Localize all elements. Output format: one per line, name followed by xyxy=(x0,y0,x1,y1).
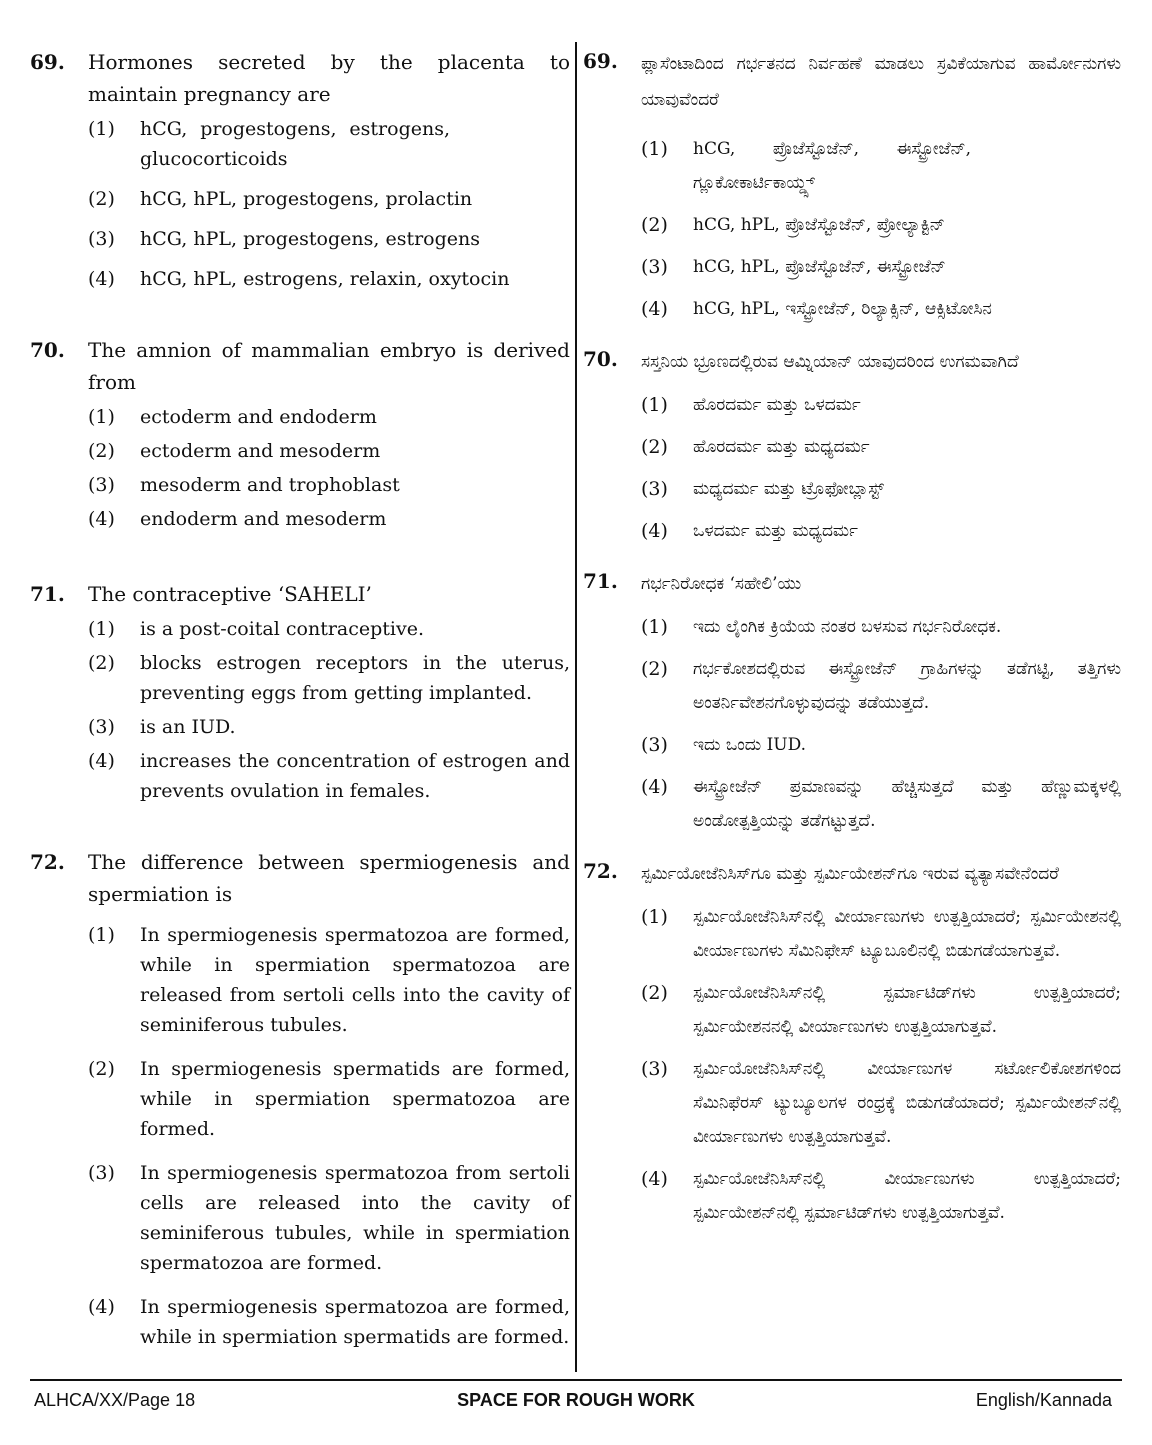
option-number: (1) xyxy=(88,924,115,946)
option-number: (2) xyxy=(641,436,668,458)
option-text: ಇದು ಲೈಂಗಿಕ ಕ್ರಿಯೆಯ ನಂತರ ಬಳಸುವ ಗರ್ಭನಿರೋಧಕ. xyxy=(693,617,1002,637)
option-4 xyxy=(641,514,1121,548)
question-number: 70. xyxy=(583,347,618,371)
question-text: Hormones secreted by the placenta to maintain pregnancy are xyxy=(88,50,570,106)
option-number: (2) xyxy=(88,1058,115,1080)
option-number: (2) xyxy=(641,658,668,680)
option-number: (1) xyxy=(88,118,115,140)
question-number: 69. xyxy=(583,49,618,73)
option-4 xyxy=(88,1292,570,1352)
option-number: (4) xyxy=(641,1168,668,1190)
option-4 xyxy=(88,504,570,534)
option-4 xyxy=(641,292,1121,326)
option-text: ectoderm and endoderm xyxy=(140,406,377,428)
question-70-kn xyxy=(583,344,1121,548)
option-number: (1) xyxy=(88,406,115,428)
option-number: (3) xyxy=(641,478,668,500)
question-text: The difference between spermiogenesis and spermiation is xyxy=(88,850,570,906)
option-number: (3) xyxy=(641,256,668,278)
option-text: hCG, hPL, ಪ್ರೊಜೆಸ್ಟೊಜೆನ್, ಪ್ರೋಲ್ಯಾಕ್ಟಿನ್ xyxy=(693,215,945,235)
option-1 xyxy=(641,388,1121,422)
option-text: ಮಧ್ಯದರ್ಮ ಮತ್ತು ಟ್ರೊಫೋಬ್ಲಾಸ್ಟ್ xyxy=(693,479,884,499)
option-number: (3) xyxy=(88,228,115,250)
option-2 xyxy=(88,1054,570,1144)
option-text: In spermiogenesis spermatozoa from sertoli cells are released into the cavity of seminiferous tubules, while in spermiation spermatozoa are formed. xyxy=(140,1162,570,1274)
option-text: hCG, ಪ್ರೊಜೆಸ್ಟೊಜೆನ್, ಈಸ್ಟ್ರೋಜೆನ್, ಗ್ಲೂಕೋಕಾರ್ಟಿಕಾಯ್ಡ್ಸ್ xyxy=(693,139,971,193)
option-2 xyxy=(641,208,1121,242)
option-number: (3) xyxy=(641,734,668,756)
option-2 xyxy=(88,184,570,214)
question-number: 71. xyxy=(583,569,618,593)
option-text: ectoderm and mesoderm xyxy=(140,440,381,462)
option-text: ಗರ್ಭಕೋಶದಲ್ಲಿರುವ ಈಸ್ಟ್ರೋಜೆನ್ ಗ್ರಾಹಿಗಳನ್ನು ತಡೆಗಟ್ಟಿ, ತತ್ತಿಗಳು ಅಂತರ್ನಿವೇಶನಗೊಳ್ಳುವುದನ್ನು ತಡೆಯುತ್ತದೆ. xyxy=(693,659,1121,713)
option-text: mesoderm and trophoblast xyxy=(140,474,400,496)
option-text: ಹೊರದರ್ಮ ಮತ್ತು ಮಧ್ಯದರ್ಮ xyxy=(693,437,870,457)
option-number: (1) xyxy=(641,394,668,416)
option-1 xyxy=(641,132,1121,200)
option-text: blocks estrogen receptors in the uterus, preventing eggs from getting implanted. xyxy=(140,652,570,704)
option-number: (3) xyxy=(88,1162,115,1184)
option-text: ಹೊರದರ್ಮ ಮತ್ತು ಒಳದರ್ಮ xyxy=(693,395,861,415)
column-divider xyxy=(575,42,577,1372)
option-number: (1) xyxy=(88,618,115,640)
footer-rule xyxy=(30,1379,1122,1381)
option-2 xyxy=(88,648,570,708)
option-text: ಒಳದರ್ಮ ಮತ್ತು ಮಧ್ಯದರ್ಮ xyxy=(693,521,858,541)
kannada-column xyxy=(583,46,1121,1260)
option-4 xyxy=(88,746,570,806)
question-text: ಗರ್ಭನಿರೋಧಕ ‘ಸಹೇಲಿ’ಯು xyxy=(641,574,802,594)
option-text: ಈಸ್ಟ್ರೋಜೆನ್ ಪ್ರಮಾಣವನ್ನು ಹೆಚ್ಚಿಸುತ್ತದೆ ಮತ್ತು ಹೆಣ್ಣುಮಕ್ಕಳಲ್ಲಿ ಅಂಡೋತ್ಪತ್ತಿಯನ್ನು ತಡೆಗಟ್ಟುತ್ತದೆ. xyxy=(693,777,1121,831)
option-2 xyxy=(641,652,1121,720)
option-number: (2) xyxy=(641,982,668,1004)
option-number: (2) xyxy=(641,214,668,236)
question-number: 71. xyxy=(30,582,65,606)
option-number: (4) xyxy=(88,1296,115,1318)
page-code: ALHCA/XX/Page 18 xyxy=(34,1390,196,1410)
option-text: hCG, hPL, ಪ್ರೊಜೆಸ್ಟೊಜೆನ್, ಈಸ್ಟ್ರೋಜೆನ್ xyxy=(693,257,946,277)
option-text: ಸ್ಪರ್ಮಿಯೋಜೆನಿಸಿಸ್‌ನಲ್ಲಿ ವೀರ್ಯಾಣುಗಳು ಉತ್ಪತ್ತಿಯಾದರೆ; ಸ್ಪರ್ಮಿಯೇಶನಲ್ಲಿ ವೀರ್ಯಾಣುಗಳು ಸೆಮಿನಿಫೇಸ್ ಟ್ಯೂಬೂಲಿನಲ್ಲಿ ಬಿಡುಗಡೆಯಾಗುತ್ತವೆ. xyxy=(693,907,1121,961)
question-number: 70. xyxy=(30,338,65,362)
page-footer xyxy=(30,1390,1112,1416)
option-3 xyxy=(88,224,570,254)
option-1 xyxy=(641,900,1121,968)
question-72-kn xyxy=(583,856,1121,1230)
question-text: The amnion of mammalian embryo is derived from xyxy=(88,338,570,394)
option-number: (1) xyxy=(641,616,668,638)
option-4 xyxy=(641,1162,1121,1230)
option-1 xyxy=(88,614,570,644)
option-text: In spermiogenesis spermatozoa are formed, while in spermiation spermatozoa are released from sertoli cells into the cavity of seminiferous tubules. xyxy=(140,924,570,1036)
option-number: (3) xyxy=(641,1058,668,1080)
option-1 xyxy=(88,402,570,432)
option-3 xyxy=(88,1158,570,1278)
question-number: 72. xyxy=(583,859,618,883)
option-number: (1) xyxy=(641,906,668,928)
option-3 xyxy=(88,470,570,500)
option-4 xyxy=(641,770,1121,838)
option-number: (4) xyxy=(88,750,115,772)
option-text: ಸ್ಪರ್ಮಿಯೋಜೆನಿಸಿಸ್‌ನಲ್ಲಿ ಸ್ಪರ್ಮಾಟಿಡ್‌ಗಳು ಉತ್ಪತ್ತಿಯಾದರೆ; ಸ್ಪರ್ಮಿಯೇಶನನಲ್ಲಿ ವೀರ್ಯಾಣುಗಳು ಉತ್ಪತ್ತಿಯಾಗುತ್ತವೆ. xyxy=(693,983,1121,1037)
question-text: ಸಸ್ತನಿಯ ಭ್ರೂಣದಲ್ಲಿರುವ ಆಮ್ನಿಯಾನ್ ಯಾವುದರಿಂದ ಉಗಮವಾಗಿದೆ xyxy=(641,352,1019,372)
option-number: (2) xyxy=(88,652,115,674)
option-text: ಸ್ಪರ್ಮಿಯೋಜೆನಿಸಿಸ್‌ನಲ್ಲಿ ವೀರ್ಯಾಣುಗಳ ಸರ್ಟೋಲಿಕೋಶಗಳಿಂದ ಸೆಮಿನಿಫೆರಸ್ ಟ್ಯುಬ್ಯೂಲಗಳ ರಂಧ್ರಕ್ಕೆ ಬಿಡುಗಡೆಯಾದರೆ; ಸ್ಪರ್ಮಿಯೇಶನ್‌ನಲ್ಲಿ ವೀರ್ಯಾಣುಗಳು ಉತ್ಪತ್ತಿಯಾಗುತ್ತವೆ. xyxy=(693,1059,1121,1147)
question-71-kn xyxy=(583,566,1121,838)
option-text: hCG, hPL, estrogens, relaxin, oxytocin xyxy=(140,268,510,290)
option-text: hCG, hPL, progestogens, estrogens xyxy=(140,228,481,250)
option-4 xyxy=(88,264,570,294)
option-text: endoderm and mesoderm xyxy=(140,508,387,530)
option-1 xyxy=(88,114,570,174)
option-number: (4) xyxy=(88,508,115,530)
option-text: hCG, hPL, progestogens, prolactin xyxy=(140,188,473,210)
question-text: ಸ್ಪರ್ಮಿಯೋಜೆನಿಸಿಸ್‌ಗೂ ಮತ್ತು ಸ್ಪರ್ಮಿಯೇಶನ್‌ಗೂ ಇರುವ ವ್ಯತ್ಯಾಸವೇನೆಂದರೆ xyxy=(641,864,1059,884)
question-text: ಪ್ಲಾಸೆಂಟಾದಿಂದ ಗರ್ಭತನದ ನಿರ್ವಹಣೆ ಮಾಡಲು ಸ್ರವಿಕೆಯಾಗುವ ಹಾರ್ಮೋನುಗಳು ಯಾವುವೆಂದರೆ xyxy=(641,54,1121,110)
option-number: (3) xyxy=(88,716,115,738)
option-text: ಸ್ಪರ್ಮಿಯೋಜೆನಿಸಿಸ್‌ನಲ್ಲಿ ವೀರ್ಯಾಣುಗಳು ಉತ್ಪತ್ತಿಯಾದರೆ; ಸ್ಪರ್ಮಿಯೇಶನ್‌ನಲ್ಲಿ ಸ್ಪರ್ಮಾಟಿಡ್‌ಗಳು ಉತ್ಪತ್ತಿಯಾಗುತ್ತವೆ. xyxy=(693,1169,1121,1223)
question-72-en xyxy=(30,846,570,1352)
option-text: is an IUD. xyxy=(140,716,236,738)
question-69-en xyxy=(30,46,570,294)
question-text: The contraceptive ‘SAHELI’ xyxy=(88,582,372,606)
option-3 xyxy=(641,250,1121,284)
option-text: hCG, hPL, ಇಸ್ಟ್ರೋಜೆನ್, ರಿಲ್ಯಾಕ್ಸಿನ್, ಆಕ್ಸಿಟೋಸಿನ xyxy=(693,299,992,319)
option-text: In spermiogenesis spermatozoa are formed, while in spermiation spermatids are formed. xyxy=(140,1296,570,1348)
option-text: ಇದು ಒಂದು IUD. xyxy=(693,735,807,755)
question-69-kn xyxy=(583,46,1121,326)
option-2 xyxy=(641,430,1121,464)
option-number: (4) xyxy=(88,268,115,290)
option-number: (1) xyxy=(641,138,668,160)
rough-work-label: SPACE FOR ROUGH WORK xyxy=(457,1390,695,1410)
option-number: (2) xyxy=(88,440,115,462)
option-3 xyxy=(641,1052,1121,1154)
option-text: hCG, progestogens, estrogens, glucocorticoids xyxy=(140,118,450,170)
option-text: increases the concentration of estrogen and prevents ovulation in females. xyxy=(140,750,570,802)
question-number: 69. xyxy=(30,50,65,74)
language-label: English/Kannada xyxy=(975,1390,1112,1410)
option-number: (3) xyxy=(88,474,115,496)
option-text: In spermiogenesis spermatids are formed, while in spermiation spermatozoa are formed. xyxy=(140,1058,570,1140)
option-1 xyxy=(88,920,570,1040)
option-3 xyxy=(641,728,1121,762)
option-number: (4) xyxy=(641,520,668,542)
english-column xyxy=(30,46,570,1382)
option-number: (2) xyxy=(88,188,115,210)
question-number: 72. xyxy=(30,850,65,874)
option-2 xyxy=(641,976,1121,1044)
option-text: is a post-coital contraceptive. xyxy=(140,618,425,640)
option-1 xyxy=(641,610,1121,644)
option-2 xyxy=(88,436,570,466)
option-3 xyxy=(641,472,1121,506)
question-70-en xyxy=(30,334,570,534)
option-number: (4) xyxy=(641,298,668,320)
question-71-en xyxy=(30,578,570,806)
option-3 xyxy=(88,712,570,742)
option-number: (4) xyxy=(641,776,668,798)
